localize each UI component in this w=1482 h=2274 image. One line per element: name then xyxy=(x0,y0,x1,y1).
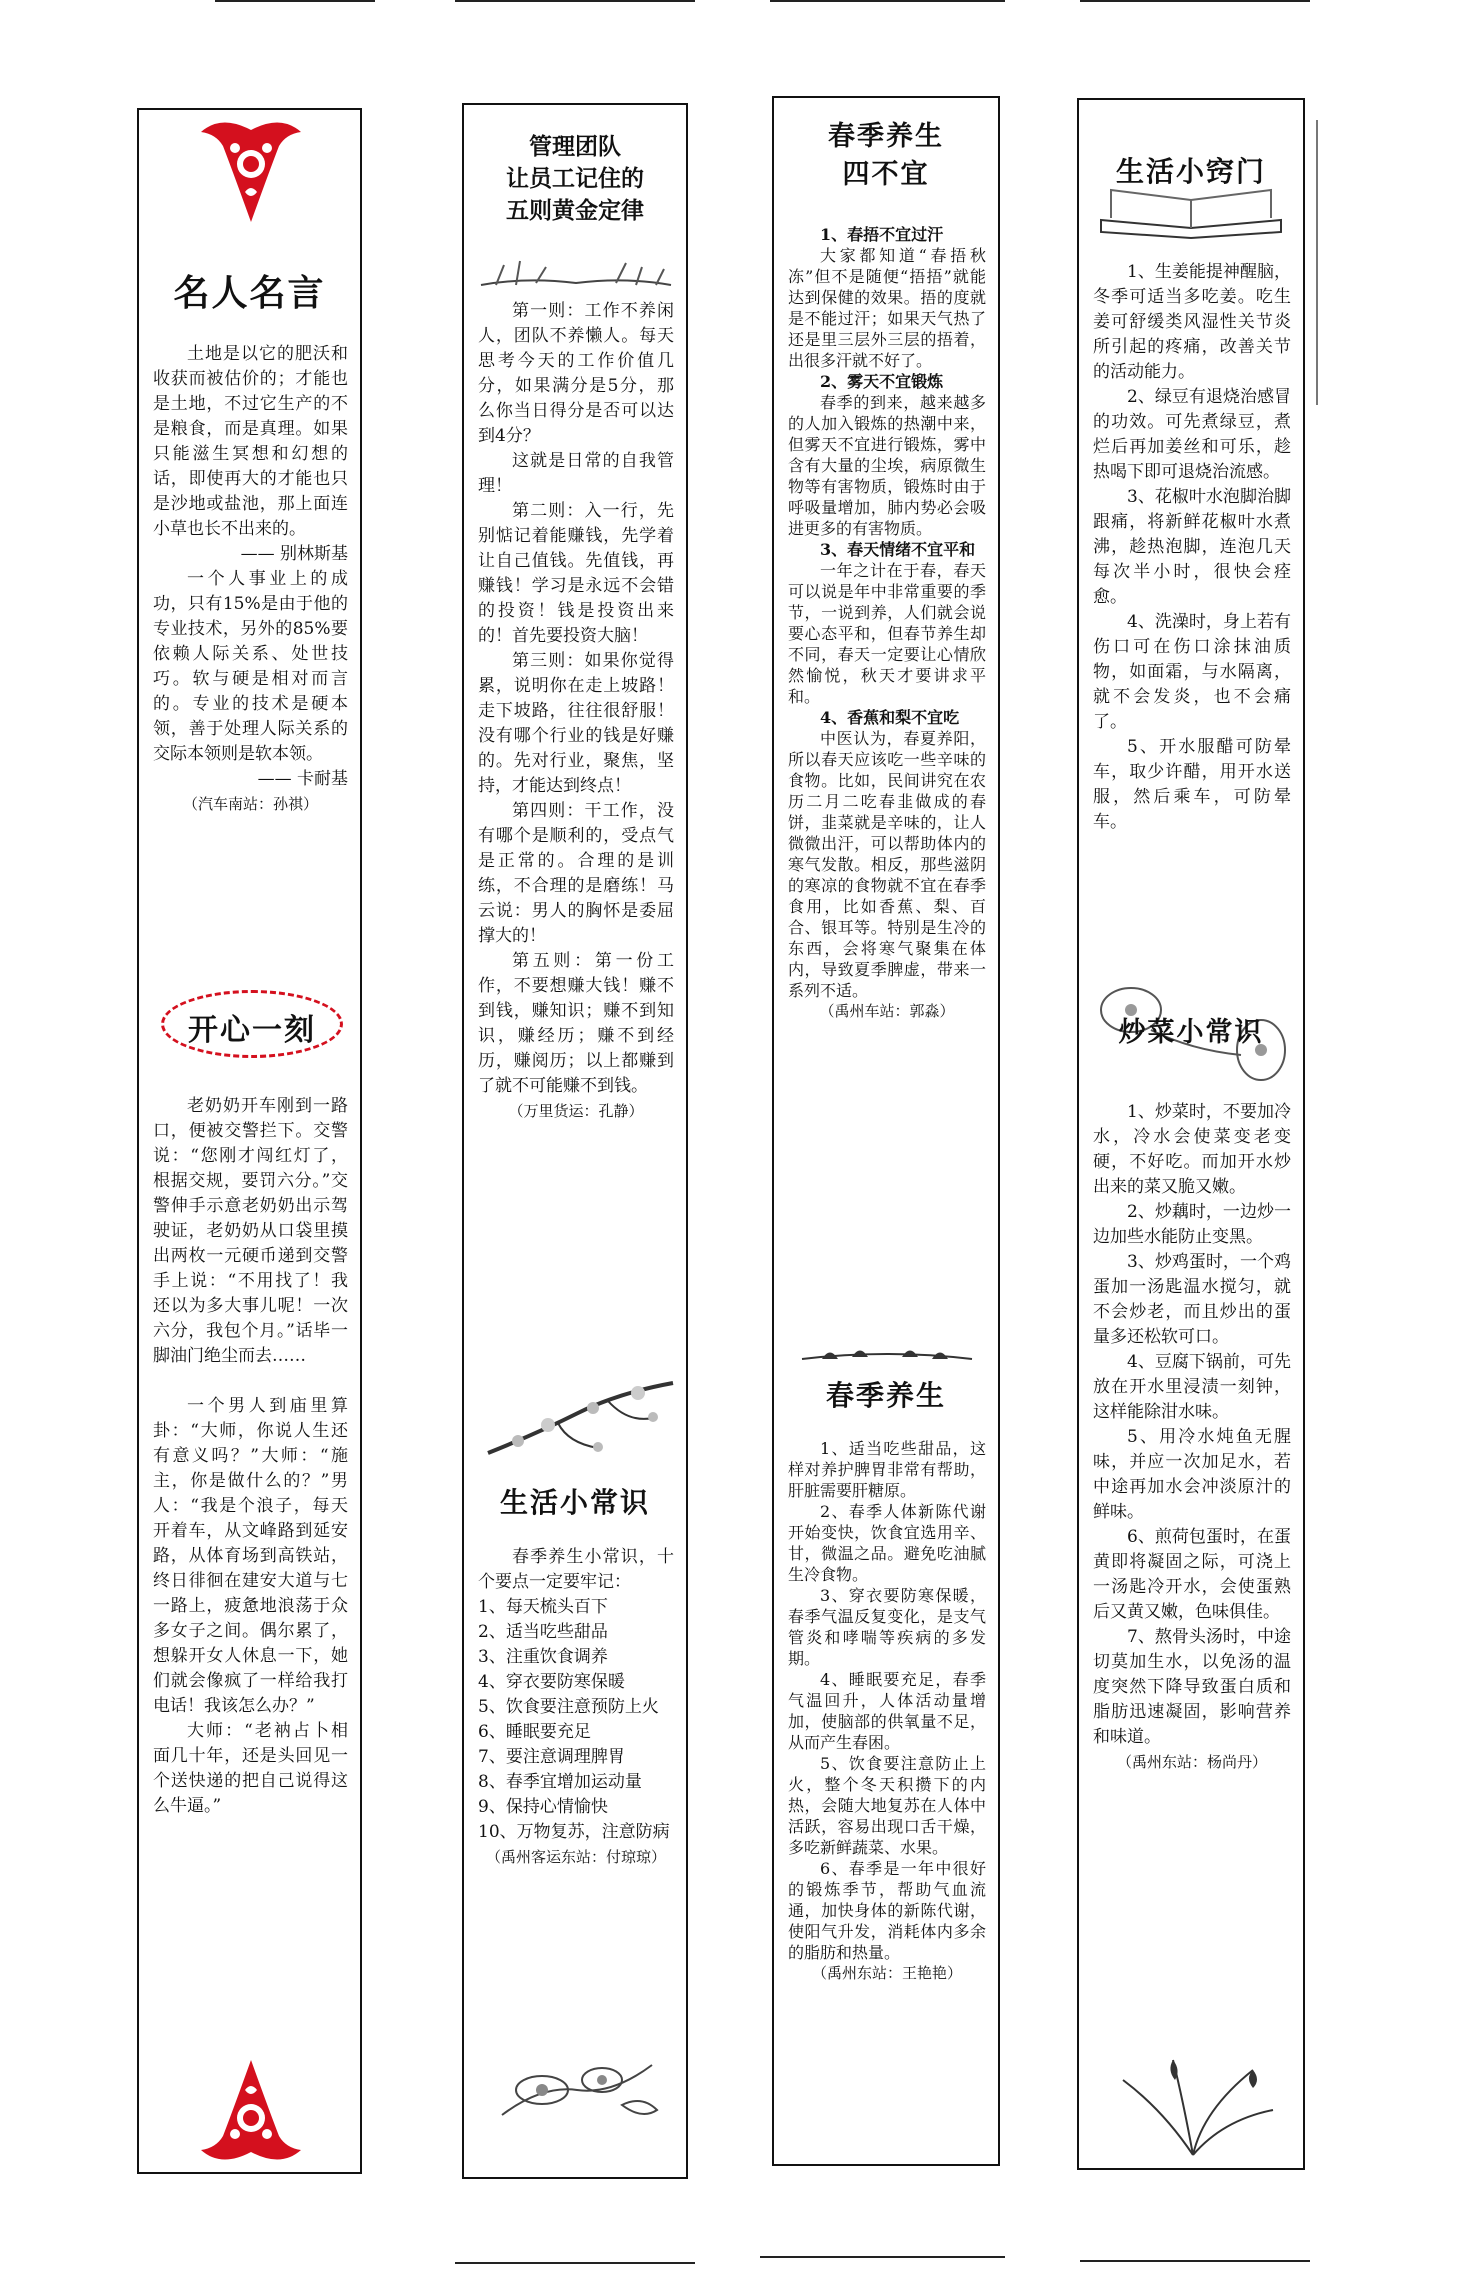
cooking-paragraph: 7、熬骨头汤时，中途切莫加生水，以免汤的温度突然下降导致蛋白质和脂肪迅速凝固，影响营养和味道。 xyxy=(1093,1627,1291,1747)
hack-paragraph: 2、绿豆有退烧治感冒的功效。可先煮绿豆，煮烂后再加姜丝和可乐，趁热喝下即可退烧治流感。 xyxy=(1093,387,1291,482)
management-body xyxy=(478,299,674,1124)
hack-paragraph: 1、生姜能提神醒脑，冬季可适当多吃姜。吃生姜可舒缓类风湿性关节炎所引起的疼痛，改善关节的活动能力。 xyxy=(1093,262,1291,382)
column-famous-quotes xyxy=(137,108,362,2174)
tip-item: 2、适当吃些甜品 xyxy=(478,1622,608,1642)
top-rule-2 xyxy=(455,0,695,2)
spring-health-body-2 xyxy=(788,1438,986,1984)
credit: （禹州东站：王艳艳） xyxy=(811,1964,962,1982)
health-paragraph: 3、穿衣要防寒保暖，春季气温反复变化，是支气管炎和哮喘等疾病的多发期。 xyxy=(788,1586,986,1668)
jokes-body xyxy=(153,1094,348,1819)
health-paragraph: 6、春季是一年中很好的锻炼季节，帮助气血流通，加快身体的新陈代谢，使阳气升发，消耗体内多余的脂肪和热量。 xyxy=(788,1859,986,1962)
spring-health-heading xyxy=(774,118,998,194)
right-edge-line xyxy=(1316,120,1318,405)
cooking-paragraph: 5、用冷水炖鱼无腥味，并应一次加足水，若中途再加水会冲淡原汁的鲜味。 xyxy=(1093,1427,1291,1522)
tip-item: 10、万物复苏，注意防病 xyxy=(478,1822,670,1842)
orchid-ink-icon xyxy=(1103,2050,1283,2160)
section-title: 2、雾天不宜锻炼 xyxy=(820,372,944,391)
joke-paragraph: 一个男人到庙里算卦：“大师，你说人生还有意义吗？”大师：“施主，你是做什么的？”男人：“我是个浪子，每天开着车，从文峰路到延安路，从体育场到高铁站，终日徘徊在建安大道与七一路上，疲惫地浪荡于众多女子之间。偶尔累了，想躲开女人休息一下，她们就会像疯了一样给我打电话！我该怎么办？” xyxy=(153,1396,348,1716)
quote-author: —— 别林斯基 xyxy=(240,544,348,564)
plum-blossom-icon xyxy=(478,1373,678,1463)
spring-health-body xyxy=(788,224,986,1022)
rule-paragraph: 第二则：入一行，先别惦记着能赚钱，先学着让自己值钱。先值钱，再赚钱！学习是永远不会错的投资！钱是投资出来的！首先要投资大脑！ xyxy=(478,501,674,646)
tip-item: 7、要注意调理脾胃 xyxy=(478,1747,625,1767)
cooking-paragraph: 4、豆腐下锅前，可先放在开水里浸渍一刻钟，这样能除泔水味。 xyxy=(1093,1352,1291,1422)
health-paragraph: 4、睡眠要充足，春季气温回升，人体活动量增加，使脑部的供氧量不足，从而产生春困。 xyxy=(788,1670,986,1752)
funny-moment-heading: 开心一刻 xyxy=(188,1013,316,1048)
credit: （禹州客运东站：付琼琼） xyxy=(485,1848,666,1866)
section-paragraph: 中医认为，春夏养阳，所以春天应该吃一些辛味的食物。比如，民间讲究在农历二月二吃春韭做成的春饼，韭菜就是辛味的，让人微微出汗，可以帮助体内的寒气发散。相反，那些滋阴的寒凉的食物就不宜在春季食用，比如香蕉、梨、百合、银耳等。特别是生冷的东西，会将寒气聚集在体内，导致夏季脾虚，带来一系列不适。 xyxy=(788,729,986,1000)
intro-paragraph: 春季养生小常识，十个要点一定要牢记： xyxy=(478,1547,674,1592)
life-hacks-heading: 生活小窍门 xyxy=(1115,155,1266,188)
hack-paragraph: 4、洗澡时，身上若有伤口可在伤口涂抹油质物，如面霜，与水隔离，就不会发炎，也不会痛了。 xyxy=(1093,612,1291,732)
joke-paragraph: 大师：“老衲占卜相面几十年，还是头回见一个送快递的把自己说得这么牛逼。” xyxy=(153,1721,348,1816)
famous-quotes-body xyxy=(153,342,348,817)
funny-moment-heading-frame xyxy=(161,990,343,1058)
top-rule-3 xyxy=(770,0,1005,2)
credit: （禹州车站：郭淼） xyxy=(819,1002,955,1020)
top-rule-4 xyxy=(1080,0,1310,2)
rule-paragraph: 这就是日常的自我管理！ xyxy=(478,451,674,496)
section-title: 3、春天情绪不宜平和 xyxy=(820,540,976,559)
credit: （汽车南站：孙祺） xyxy=(182,795,318,813)
cooking-tips-body xyxy=(1093,1100,1291,1775)
tip-item: 5、饮食要注意预防上火 xyxy=(478,1697,659,1717)
bottom-rule-2 xyxy=(760,2256,1005,2258)
bottom-rule-1 xyxy=(455,2262,695,2264)
hack-paragraph: 3、花椒叶水泡脚治脚跟痛，将新鲜花椒叶水煮沸，趁热泡脚，连泡几天每次半小时，很快会痊愈。 xyxy=(1093,487,1291,607)
cooking-paragraph: 3、炒鸡蛋时，一个鸡蛋加一汤匙温水搅匀，就不会炒老，而且炒出的蛋量多还松软可口。 xyxy=(1093,1252,1291,1347)
quote-author: —— 卡耐基 xyxy=(257,769,348,789)
cooking-paragraph: 6、煎荷包蛋时，在蛋黄即将凝固之际，可浇上一汤匙冷开水，会使蛋熟后又黄又嫩，色味俱佳。 xyxy=(1093,1527,1291,1622)
life-tips-body xyxy=(478,1545,674,1870)
top-ornament-icon xyxy=(191,112,311,232)
cooking-paragraph: 2、炒藕时，一边炒一边加些水能防止变黑。 xyxy=(1093,1202,1291,1247)
column-management xyxy=(462,103,688,2179)
heading-line: 五则黄金定律 xyxy=(506,197,644,224)
column-spring-health xyxy=(772,96,1000,2166)
heading-line: 四不宜 xyxy=(842,159,930,190)
flower-sketch-icon xyxy=(482,2035,672,2135)
health-paragraph: 1、适当吃些甜品，这样对养护脾胃非常有帮助，肝脏需要肝糖原。 xyxy=(788,1439,986,1500)
section-paragraph: 大家都知道“春捂秋冻”但不是随便“捂捂”就能达到保健的效果。捂的度就是不能过汗；如果天气热了还是里三层外三层的捂着，出很多汗就不好了。 xyxy=(788,246,986,370)
credit: （禹州东站：杨尚丹） xyxy=(1116,1753,1267,1771)
management-heading xyxy=(464,131,686,227)
section-paragraph: 一年之计在于春，春天可以说是年中非常重要的季节，一说到养，人们就会说要心态平和，但春节养生却不同，春天一定要让心情欣然愉悦，秋天才要讲求平和。 xyxy=(788,561,986,706)
quote-paragraph: 一个人事业上的成功，只有15%是由于他的专业技术，另外的85%要依赖人际关系、处世技巧。软与硬是相对而言的。专业的技术是硬本领，善于处理人际关系的交际本领则是软本领。 xyxy=(153,569,348,764)
life-tips-heading: 生活小常识 xyxy=(499,1486,650,1519)
tip-item: 4、穿衣要防寒保暖 xyxy=(478,1672,625,1692)
grass-decoration-icon xyxy=(476,255,676,291)
cooking-paragraph: 1、炒菜时，不要加冷水，冷水会使菜变老变硬，不好吃。而加开水炒出来的菜又脆又嫩。 xyxy=(1093,1102,1291,1197)
top-rule-1 xyxy=(215,0,375,2)
spring-health-heading-2: 春季养生 xyxy=(825,1379,946,1412)
tip-item: 3、注重饮食调养 xyxy=(478,1647,608,1667)
tip-item: 8、春季宜增加运动量 xyxy=(478,1772,642,1792)
heading-line: 让员工记住的 xyxy=(506,165,644,192)
section-paragraph: 春季的到来，越来越多的人加入锻炼的热潮中来，但雾天不宜进行锻炼，雾中含有大量的尘埃，病原微生物等有害物质，锻炼时由于呼吸量增加，肺内势必会吸进更多的有害物质。 xyxy=(788,393,986,538)
health-paragraph: 2、春季人体新陈代谢开始变快，饮食宜选用辛、甘，微温之品。避免吃油腻生冷食物。 xyxy=(788,1502,986,1584)
hack-paragraph: 5、开水服醋可防晕车，取少许醋，用开水送服，然后乘车，可防晕车。 xyxy=(1093,737,1291,832)
cooking-tips-heading: 炒菜小常识 xyxy=(1118,1017,1264,1048)
rule-paragraph: 第五则：第一份工作，不要想赚大钱！赚不到钱，赚知识；赚不到知识，赚经历；赚不到经历，赚阅历；以上都赚到了就不可能赚不到钱。 xyxy=(478,951,674,1096)
rule-paragraph: 第四则：干工作，没有哪个是顺利的，受点气是正常的。合理的是训练，不合理的是磨练！马云说：男人的胸怀是委屈撑大的！ xyxy=(478,801,674,946)
life-hacks-body xyxy=(1093,260,1291,835)
joke-paragraph: 老奶奶开车刚到一路口，便被交警拦下。交警说：“您刚才闯红灯了，根据交规，要罚六分。”交警伸手示意老奶奶出示驾驶证，老奶奶从口袋里摸出两枚一元硬币递到交警手上说：“不用找了！我还以为多大事儿呢！一次六分，我包个月。”话毕一脚油门绝尘而去…… xyxy=(153,1096,348,1366)
quote-paragraph: 土地是以它的肥沃和收获而被估价的；才能也是土地，不过它生产的不是粮食，而是真理。如果只能滋生冥想和幻想的话，即使再大的才能也只是沙地或盐池，那上面连小草也长不出来的。 xyxy=(153,344,348,539)
tip-item: 1、每天梳头百下 xyxy=(478,1597,608,1617)
heading-line: 春季养生 xyxy=(828,121,944,152)
tip-item: 6、睡眠要充足 xyxy=(478,1722,591,1742)
leaf-divider-icon xyxy=(792,1344,982,1374)
rule-paragraph: 第一则：工作不养闲人，团队不养懒人。每天思考今天的工作价值几分，如果满分是5分，那么你当日得分是否可以达到4分？ xyxy=(478,301,674,446)
bottom-ornament-icon xyxy=(191,2050,311,2170)
health-paragraph: 5、饮食要注意防止上火，整个冬天积攒下的内热，会随大地复苏在人体中活跃，容易出现口舌干燥，多吃新鲜蔬菜、水果。 xyxy=(788,1754,986,1857)
bottom-rule-3 xyxy=(1080,2260,1310,2262)
credit: （万里货运：孔静） xyxy=(508,1102,644,1120)
section-title: 1、春捂不宜过汗 xyxy=(820,225,944,244)
section-title: 4、香蕉和梨不宜吃 xyxy=(820,708,960,727)
heading-line: 管理团队 xyxy=(529,133,621,160)
column-life-hacks xyxy=(1077,98,1305,2170)
spacer xyxy=(153,1369,348,1394)
rule-paragraph: 第三则：如果你觉得累，说明你在走上坡路！走下坡路，往往很舒服！没有哪个行业的钱是好赚的。先对行业，聚焦，坚持，才能达到终点！ xyxy=(478,651,674,796)
tip-item: 9、保持心情愉快 xyxy=(478,1797,608,1817)
famous-quotes-heading: 名人名言 xyxy=(173,273,326,314)
